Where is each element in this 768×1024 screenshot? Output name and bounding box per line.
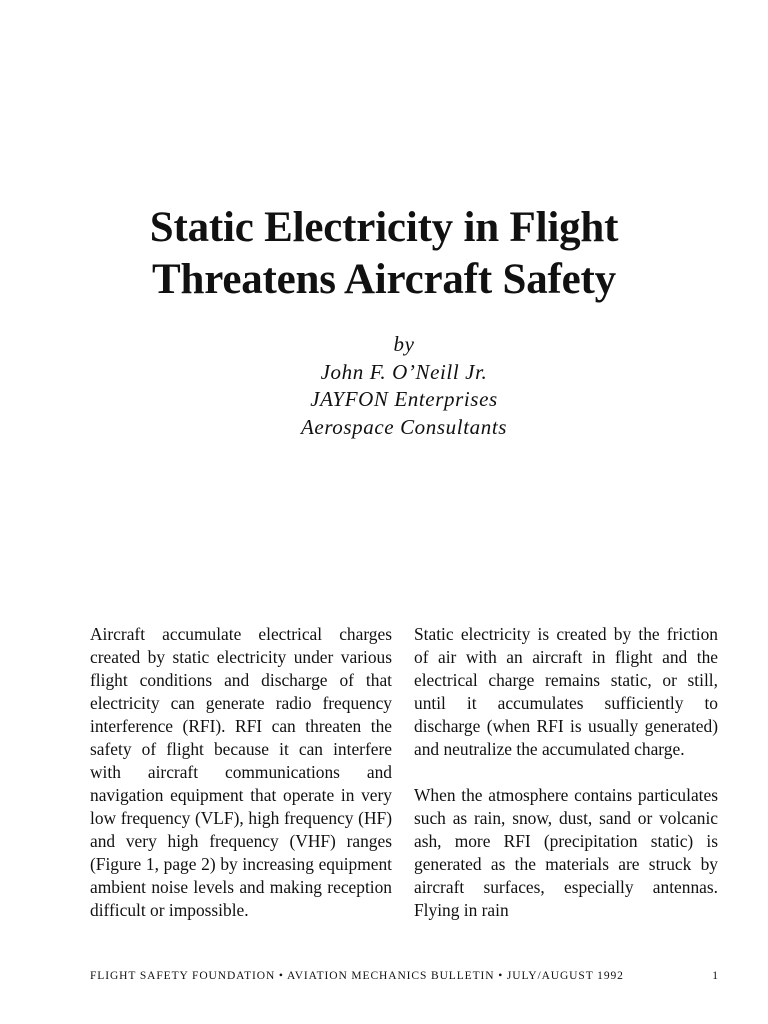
right-column bbox=[414, 623, 718, 922]
left-column bbox=[90, 623, 392, 922]
footer-text: FLIGHT SAFETY FOUNDATION • AVIATION MECHANICS BULLETIN • JULY/AUGUST 1992 bbox=[90, 970, 624, 982]
byline-author: John F. O’Neill Jr. bbox=[320, 359, 488, 384]
byline-role: Aerospace Consultants bbox=[300, 414, 508, 439]
title-line-2: Threatens Aircraft Safety bbox=[152, 256, 616, 303]
byline-by: by bbox=[393, 332, 415, 356]
body-paragraph: When the atmosphere contains particulates such as rain, snow, dust, sand or volcanic ash, more RFI (precipitation static) is generated as the materials are struck by aircraft surfaces, especially antennas. Flying in rain bbox=[414, 785, 718, 920]
page-number: 1 bbox=[712, 970, 718, 982]
title-line-1: Static Electricity in Flight bbox=[149, 204, 619, 251]
body-paragraph: Aircraft accumulate electrical charges created by static electricity under various flight conditions and discharge of that electricity can generate radio frequency interference (RFI). RFI can threaten the safety of flight because it can interfere with aircraft communications and navigation equipment that operate in very low frequency (VLF), high frequency (HF) and very high frequency (VHF) ranges (Figure 1, page 2) by increasing equipment ambient noise levels and making reception difficult or impossible. bbox=[90, 624, 392, 920]
article-title bbox=[0, 202, 768, 306]
byline-company: JAYFON Enterprises bbox=[310, 387, 498, 411]
body-paragraph: Static electricity is created by the friction of air with an aircraft in flight and the electrical charge remains static, or still, until it accumulates sufficiently to discharge (when RFI is usually generated) and neutralize the accumulated charge. bbox=[414, 624, 718, 759]
byline bbox=[0, 331, 768, 441]
